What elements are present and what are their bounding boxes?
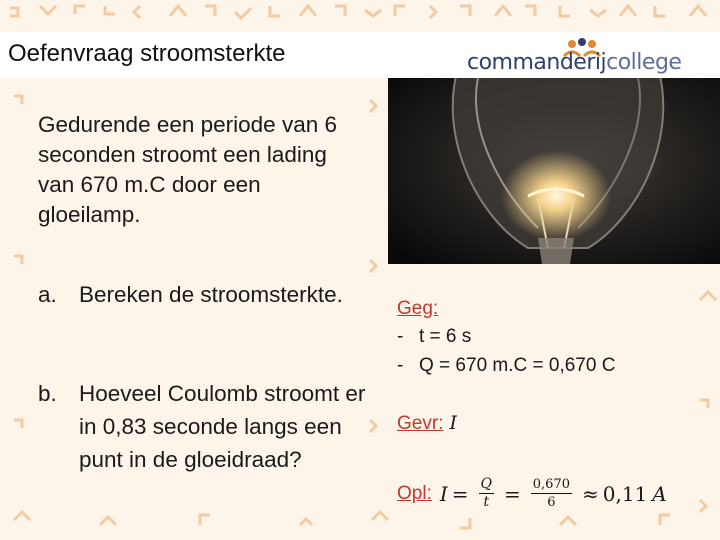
given-dash: - [397, 326, 404, 347]
given-heading [397, 298, 438, 320]
formula-lhs: I [439, 481, 448, 506]
formula-approx: ≈ [582, 481, 599, 506]
sub-question-letter: b. [38, 381, 57, 406]
formula-fraction-values [531, 476, 572, 511]
formula-unit: A [652, 481, 667, 506]
logo-text-commanderij: commanderij [467, 50, 607, 75]
college-logo [467, 50, 681, 75]
solution-formula [440, 476, 667, 511]
question-text: Gedurende een periode van 6 seconden stroomt een lading van 670 m.C door een gloeilamp. [38, 112, 337, 227]
formula-result: 0,11 [602, 481, 648, 506]
logo-text-college: college [606, 50, 682, 75]
given-dash: - [397, 355, 404, 376]
formula-equals: = [504, 481, 521, 506]
requested-symbol: I [449, 412, 457, 434]
formula-equals: = [451, 481, 469, 506]
fraction-numerator: Q [480, 476, 493, 492]
solution-line [397, 476, 667, 511]
requested-line [397, 412, 457, 435]
fraction-numerator: 0,670 [532, 477, 570, 492]
sub-question-letter: a. [38, 282, 57, 307]
lightbulb-photo [388, 78, 720, 264]
sub-question-text: Hoeveel Coulomb stroomt er in 0,83 seconde langs een punt in de gloeidraad? [79, 381, 366, 472]
given-label: Geg: [397, 298, 439, 319]
slide-title: Oefenvraag stroomsterkte [8, 40, 286, 67]
given-value: Q = 670 m.C = 0,670 C [419, 355, 616, 376]
formula-fraction-q-over-t [479, 476, 494, 511]
given-value: t = 6 s [419, 326, 472, 347]
solution-label: Opl: [397, 482, 432, 504]
fraction-denominator: 6 [547, 495, 556, 510]
requested-label: Gevr: [397, 413, 444, 434]
fraction-denominator: t [483, 494, 490, 510]
sub-question-text: Bereken de stroomsterkte. [79, 282, 343, 307]
